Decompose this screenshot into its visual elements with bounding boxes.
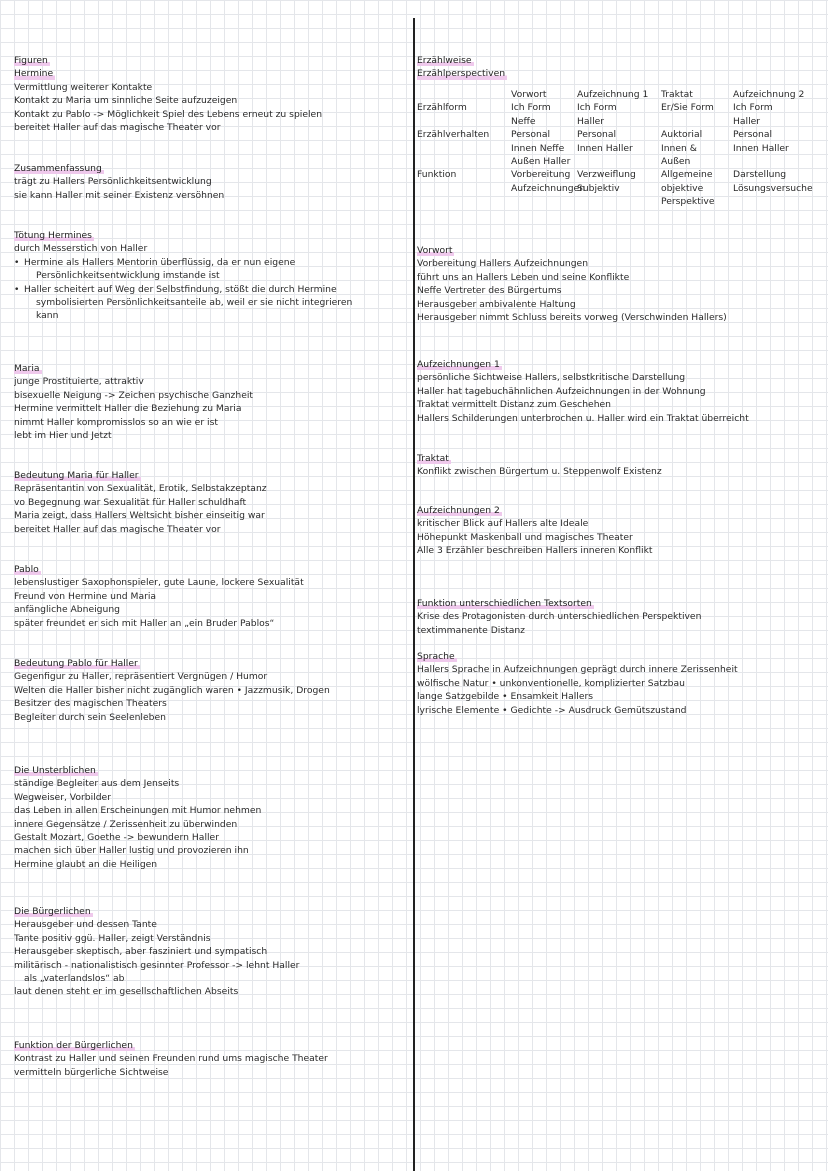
note-line <box>14 269 409 282</box>
section-heading-line <box>14 1039 409 1052</box>
table-cell: Innen & <box>661 142 697 154</box>
note-line <box>14 576 409 589</box>
note-text: ständige Begleiter aus dem Jenseits <box>14 778 180 790</box>
section-vorwort <box>417 244 827 324</box>
note-line <box>417 257 827 270</box>
section-toetung <box>14 229 409 323</box>
column-divider <box>413 18 415 1171</box>
note-text: bisexuelle Neigung -> Zeichen psychische Ganzheit <box>14 389 254 401</box>
table-cell: Auktorial <box>661 129 703 141</box>
note-line <box>14 242 409 255</box>
subheading-erzaehlperspektiven: Erzählperspectiven <box>417 68 506 80</box>
note-text: Hermine glaubt an die Heiligen <box>14 858 158 870</box>
note-text: das Leben in allen Erscheinungen mit Humor nehmen <box>14 805 262 817</box>
section-heading-line <box>417 358 827 371</box>
note-line <box>14 416 409 429</box>
note-text: laut denen steht er im gesellschaftlichen Abseits <box>14 986 239 998</box>
table-cell: Aufzeichnungen <box>511 182 586 194</box>
note-line <box>14 670 409 683</box>
note-text: Kontakt zu Maria um sinnliche Seite aufzuzeigen <box>14 95 238 107</box>
table-cell: Darstellung <box>733 169 787 181</box>
note-text: sie kann Haller mit seiner Existenz versöhnen <box>14 189 225 201</box>
bullet-icon: • <box>14 283 20 295</box>
note-line <box>14 603 409 616</box>
note-text: Neffe Vertreter des Bürgertums <box>417 285 562 297</box>
table-cell: objektive <box>661 182 704 194</box>
note-text: Gegenfigur zu Haller, repräsentiert Vergnügen / Humor <box>14 671 268 683</box>
note-text: Freund von Hermine und Maria <box>14 590 157 602</box>
table-cell: Er/Sie Form <box>661 102 714 114</box>
section-pablo <box>14 563 409 630</box>
table-cell: Allgemeine <box>661 169 713 181</box>
note-line <box>417 412 827 425</box>
section-heading-line <box>417 452 827 465</box>
note-text: Hermine vermittelt Haller die Beziehung zu Maria <box>14 403 242 415</box>
note-text: Besitzer des magischen Theaters <box>14 698 167 710</box>
note-text: Maria zeigt, dass Hallers Weltsicht bisher einseitig war <box>14 510 265 522</box>
section-heading-line <box>14 54 409 67</box>
subheading-line <box>14 67 409 80</box>
note-line <box>14 429 409 442</box>
table-column-header: Vorwort <box>511 89 547 100</box>
note-text: Gestalt Mozart, Goethe -> bewundern Haller <box>14 831 219 843</box>
note-line <box>417 298 827 311</box>
note-line <box>14 959 409 972</box>
section-erzaehlweise <box>417 54 827 81</box>
table-cell: Perspektive <box>661 196 715 208</box>
section-aufzeichnungen1 <box>417 358 827 425</box>
section-heading-line <box>417 650 827 663</box>
note-line <box>417 610 827 623</box>
note-line <box>417 398 827 411</box>
note-text: lebenslustiger Saxophonspieler, gute Laune, lockere Sexualität <box>14 577 304 589</box>
note-text: durch Messerstich von Haller <box>14 243 148 255</box>
table-cell: Personal <box>511 129 551 141</box>
note-line <box>14 509 409 522</box>
note-line <box>417 284 827 297</box>
section-zusammenfassung <box>14 162 409 202</box>
note-line <box>14 189 409 202</box>
note-line <box>14 523 409 536</box>
section-heading: Die Bürgerlichen <box>14 906 91 917</box>
table-row-label: Erzählverhalten <box>417 129 490 141</box>
table-row <box>417 142 827 155</box>
note-line <box>14 389 409 402</box>
table-cell: Vorbereitung <box>511 169 571 181</box>
note-text: militärisch - nationalistisch gesinnter Professor -> lehnt Haller <box>14 959 300 971</box>
note-text: Begleiter durch sein Seelenleben <box>14 711 166 723</box>
note-line <box>14 309 409 322</box>
table-column-header: Traktat <box>661 89 693 100</box>
note-line <box>14 108 409 121</box>
table-cell: Innen Neffe <box>511 142 565 154</box>
note-text: als „vaterlandslos“ ab <box>24 972 125 984</box>
note-text: Vorbereitung Hallers Aufzeichnungen <box>417 258 589 270</box>
note-line <box>417 271 827 284</box>
note-line <box>14 858 409 871</box>
note-line <box>417 385 827 398</box>
note-line <box>14 94 409 107</box>
section-funktion-textsorten <box>417 597 827 637</box>
table-cell: Haller <box>733 115 761 127</box>
table-header-row <box>417 88 827 101</box>
section-hermine <box>14 54 409 134</box>
note-text: Herausgeber ambivalente Haltung <box>417 298 576 310</box>
section-heading-line <box>14 657 409 670</box>
note-line <box>14 296 409 309</box>
section-heading-line <box>417 244 827 257</box>
note-line <box>14 482 409 495</box>
table-cell: Subjektiv <box>577 182 620 194</box>
note-text: innere Gegensätze / Zerissenheit zu überwinden <box>14 818 238 830</box>
section-maria <box>14 362 409 442</box>
note-line <box>14 945 409 958</box>
table-row <box>417 195 827 208</box>
note-text: Persönlichkeitsentwicklung imstande ist <box>36 270 220 282</box>
note-line <box>14 283 409 296</box>
note-text: Kontrast zu Haller und seinen Freunden rund ums magische Theater <box>14 1053 328 1065</box>
table-row <box>417 115 827 128</box>
note-text: Hermine als Hallers Mentorin überflüssig, da er nun eigene <box>24 256 296 268</box>
table-cell: Lösungsversuche <box>733 182 813 194</box>
section-heading: Traktat <box>417 453 449 464</box>
section-sprache <box>417 650 827 717</box>
note-line <box>14 496 409 509</box>
note-text: vo Begegnung war Sexualität für Haller schuldhaft <box>14 496 247 508</box>
table-cell: Ich Form <box>511 102 551 114</box>
section-heading: Figuren <box>14 55 48 66</box>
note-line <box>14 590 409 603</box>
table-cell: Neffe <box>511 115 536 127</box>
note-text: wölfische Natur • unkonventionelle, komplizierter Satzbau <box>417 677 685 689</box>
note-text: Wegweiser, Vorbilder <box>14 791 111 803</box>
section-heading: Bedeutung Maria für Haller <box>14 470 139 481</box>
section-aufzeichnungen2 <box>417 504 827 558</box>
note-text: Krise des Protagonisten durch unterschiedlichen Perspektiven <box>417 611 702 623</box>
note-text: später freundet er sich mit Haller an „ein Bruder Pablos“ <box>14 617 275 629</box>
bullet-icon: • <box>14 256 20 268</box>
note-text: führt uns an Hallers Leben und seine Konflikte <box>417 271 630 283</box>
note-line <box>14 711 409 724</box>
note-line <box>417 624 827 637</box>
note-line <box>14 617 409 630</box>
note-line <box>14 175 409 188</box>
table-cell: Personal <box>733 129 773 141</box>
table-cell: Außen <box>661 155 691 167</box>
note-line <box>14 804 409 817</box>
table-cell: Ich Form <box>733 102 773 114</box>
note-line <box>14 985 409 998</box>
note-text: Herausgeber skeptisch, aber fasziniert und sympatisch <box>14 946 268 958</box>
note-text: kann <box>36 310 59 322</box>
note-text: bereitet Haller auf das magische Theater vor <box>14 121 221 133</box>
note-text: lyrische Elemente • Gedichte -> Ausdruck Gemütszustand <box>417 704 687 716</box>
note-line <box>14 375 409 388</box>
section-bedeutung-maria <box>14 469 409 536</box>
section-heading: Aufzeichnungen 2 <box>417 505 500 516</box>
table-column-header: Aufzeichnung 2 <box>733 89 805 100</box>
note-text: junge Prostituierte, attraktiv <box>14 376 144 388</box>
note-line <box>417 311 827 324</box>
table-cell: Innen Haller <box>577 142 633 154</box>
section-heading: Tötung Hermines <box>14 230 92 241</box>
section-heading: Die Unsterblichen <box>14 765 96 776</box>
section-traktat <box>417 452 827 479</box>
section-heading-line <box>14 362 409 375</box>
note-text: Hallers Schilderungen unterbrochen u. Haller wird ein Traktat überreicht <box>417 412 749 424</box>
note-text: machen sich über Haller lustig und provozieren ihn <box>14 845 249 857</box>
section-bedeutung-pablo <box>14 657 409 724</box>
table-cell: Verzweiflung <box>577 169 636 181</box>
note-line <box>14 918 409 931</box>
section-heading-line <box>14 469 409 482</box>
note-line <box>14 818 409 831</box>
section-heading: Zusammenfassung <box>14 163 102 174</box>
note-line <box>14 697 409 710</box>
section-heading-line <box>14 229 409 242</box>
note-text: Haller scheitert auf Weg der Selbstfindung, stößt die durch Hermine <box>24 283 337 295</box>
note-text: Herausgeber nimmt Schluss bereits vorweg (Verschwinden Hallers) <box>417 311 727 323</box>
table-column-header: Aufzeichnung 1 <box>577 89 649 100</box>
table-cell: Außen Haller <box>511 155 571 167</box>
note-line <box>14 684 409 697</box>
note-line <box>14 932 409 945</box>
note-line <box>14 256 409 269</box>
note-text: textimmanente Distanz <box>417 624 525 636</box>
note-text: Kontakt zu Pablo -> Möglichkeit Spiel des Lebens erneut zu spielen <box>14 108 323 120</box>
section-heading: Funktion der Bürgerlichen <box>14 1040 133 1051</box>
note-text: Vermittlung weiterer Kontakte <box>14 81 153 93</box>
note-text: Herausgeber und dessen Tante <box>14 919 157 931</box>
table-cell: Ich Form <box>577 102 617 114</box>
note-line <box>417 371 827 384</box>
note-line <box>417 690 827 703</box>
note-line <box>417 704 827 717</box>
note-line <box>14 972 409 985</box>
section-heading: Hermine <box>14 68 54 80</box>
table-cell: Personal <box>577 129 617 141</box>
note-text: Repräsentantin von Sexualität, Erotik, Selbstakzeptanz <box>14 483 267 495</box>
note-text: vermitteln bürgerliche Sichtweise <box>14 1066 169 1078</box>
note-text: trägt zu Hallers Persönlichkeitsentwicklung <box>14 176 212 188</box>
table-cell: Haller <box>577 115 605 127</box>
note-line <box>14 844 409 857</box>
note-text: Hallers Sprache in Aufzeichnungen geprägt durch innere Zerissenheit <box>417 664 738 676</box>
note-text: Welten die Haller bisher nicht zugänglich waren • Jazzmusik, Drogen <box>14 684 330 696</box>
section-funktion-buergerlichen <box>14 1039 409 1079</box>
note-text: bereitet Haller auf das magische Theater vor <box>14 523 221 535</box>
note-text: Traktat vermittelt Distanz zum Geschehen <box>417 399 611 411</box>
section-unsterblichen <box>14 764 409 871</box>
note-line <box>14 81 409 94</box>
perspective-table <box>417 88 827 209</box>
table-row-label: Funktion <box>417 169 457 181</box>
note-text: Alle 3 Erzähler beschreiben Hallers inneren Konflikt <box>417 545 653 557</box>
note-line <box>417 517 827 530</box>
section-heading: Sprache <box>417 651 455 662</box>
note-text: kritischer Blick auf Hallers alte Ideale <box>417 518 589 530</box>
note-text: Konflikt zwischen Bürgertum u. Steppenwolf Existenz <box>417 466 662 478</box>
note-text: anfängliche Abneigung <box>14 604 120 616</box>
heading-erzaehlweise: Erzählweise <box>417 55 472 66</box>
note-line <box>14 831 409 844</box>
note-text: persönliche Sichtweise Hallers, selbstkritische Darstellung <box>417 372 686 384</box>
table-row <box>417 168 827 181</box>
note-line <box>14 777 409 790</box>
section-heading: Aufzeichnungen 1 <box>417 359 500 370</box>
table-row <box>417 155 827 168</box>
section-heading: Pablo <box>14 564 39 575</box>
section-buergerlichen <box>14 905 409 999</box>
table-row <box>417 128 827 141</box>
note-text: Haller hat tagebuchähnlichen Aufzeichnungen in der Wohnung <box>417 385 706 397</box>
note-text: nimmt Haller kompromisslos so an wie er ist <box>14 416 218 428</box>
section-heading-line <box>14 764 409 777</box>
note-line <box>417 663 827 676</box>
section-heading: Bedeutung Pablo für Haller <box>14 658 138 669</box>
section-heading: Vorwort <box>417 245 453 256</box>
table-cell: Innen Haller <box>733 142 789 154</box>
note-line <box>14 1052 409 1065</box>
section-heading-line <box>417 597 827 610</box>
section-heading: Maria <box>14 363 40 374</box>
table-row <box>417 101 827 114</box>
section-heading-line <box>14 162 409 175</box>
note-line <box>14 791 409 804</box>
note-text: symbolisierten Persönlichkeitsanteile ab, weil er sie nicht integrieren <box>36 296 353 308</box>
section-heading: Funktion unterschiedlichen Textsorten <box>417 598 592 609</box>
note-text: Höhepunkt Maskenball und magisches Theater <box>417 531 633 543</box>
section-heading-line <box>14 905 409 918</box>
note-line <box>14 402 409 415</box>
note-line <box>14 121 409 134</box>
note-line <box>417 465 827 478</box>
section-heading-line <box>417 504 827 517</box>
section-heading-line <box>14 563 409 576</box>
note-line <box>417 531 827 544</box>
note-text: lange Satzgebilde • Ensamkeit Hallers <box>417 691 594 703</box>
note-line <box>417 544 827 557</box>
note-text: lebt im Hier und Jetzt <box>14 429 112 441</box>
table-row <box>417 182 827 195</box>
note-line <box>14 1066 409 1079</box>
table-row-label: Erzählform <box>417 102 467 114</box>
note-line <box>417 677 827 690</box>
note-text: Tante positiv ggü. Haller, zeigt Verständnis <box>14 932 211 944</box>
